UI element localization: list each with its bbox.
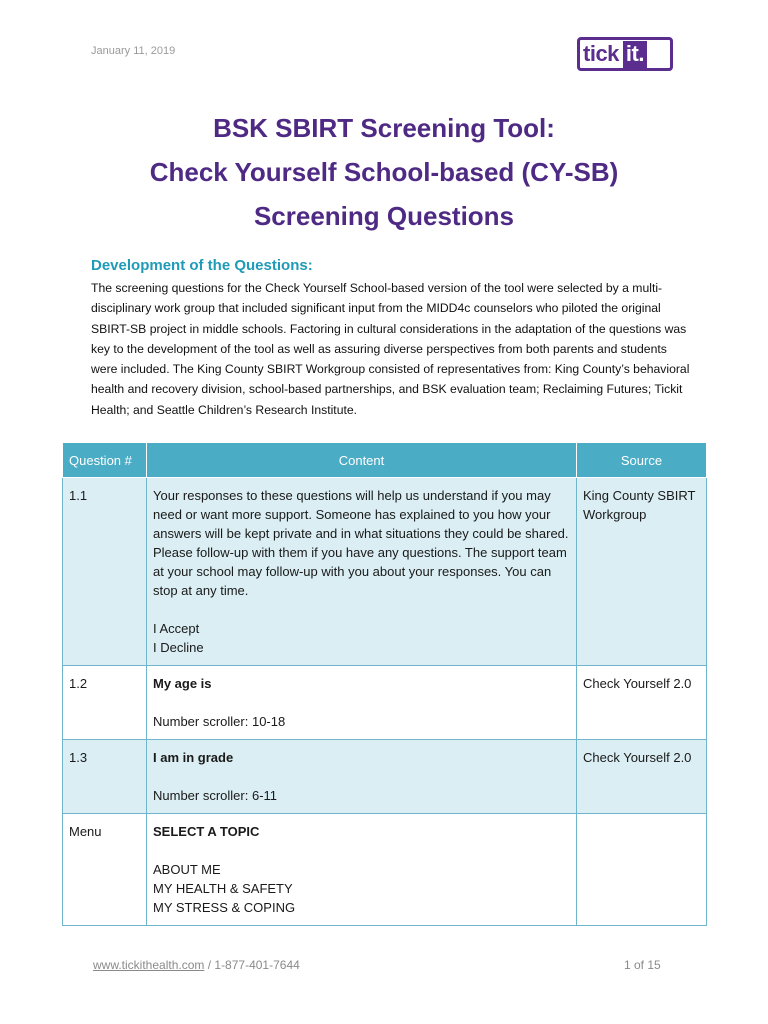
- table-row: [63, 478, 707, 666]
- question-content: [147, 740, 577, 814]
- questions-table: [62, 442, 707, 926]
- question-content: [147, 478, 577, 666]
- logo-word-it: it.: [623, 41, 647, 68]
- question-text: SELECT A TOPIC: [153, 824, 260, 839]
- table-row: [63, 666, 707, 740]
- option-decline: I Decline: [153, 640, 204, 655]
- consent-text: Your responses to these questions will help us understand if you may need or want more support. Someone has explained to you how your answers will be kept private and in what situations they could be shared. Please follow-up with them if you have any questions. The support team at your school may follow-up with you about your responses. You can stop at any time.: [153, 488, 569, 598]
- question-text: My age is: [153, 676, 212, 691]
- question-note: Number scroller: 6-11: [153, 788, 278, 803]
- menu-option: ABOUT ME: [153, 862, 221, 877]
- phone-number: 1-877-401-7644: [214, 958, 300, 972]
- footer-contact: [93, 958, 300, 972]
- question-number: 1.2: [63, 666, 147, 740]
- question-number: Menu: [63, 814, 147, 926]
- footer-separator: /: [204, 958, 215, 972]
- document-date: January 11, 2019: [91, 45, 176, 57]
- option-accept: I Accept: [153, 621, 200, 636]
- column-header-question: Question #: [63, 443, 147, 478]
- menu-option: MY HEALTH & SAFETY: [153, 881, 293, 896]
- menu-option: MY STRESS & COPING: [153, 900, 296, 915]
- question-source: King County SBIRT Workgroup: [577, 478, 707, 666]
- table-row: [63, 814, 707, 926]
- table-header-row: [63, 443, 707, 478]
- question-source: [577, 814, 707, 926]
- tickit-logo: [577, 37, 673, 71]
- section-heading: Development of the Questions:: [91, 257, 313, 274]
- question-text: I am in grade: [153, 750, 234, 765]
- logo-word-tick: tick: [583, 41, 619, 66]
- title-line-1: BSK SBIRT Screening Tool:: [213, 113, 555, 143]
- title-line-2: Check Yourself School-based (CY-SB): [149, 157, 619, 187]
- page-number: 1 of 15: [624, 958, 661, 972]
- question-content: [147, 666, 577, 740]
- column-header-source: Source: [577, 443, 707, 478]
- question-source: Check Yourself 2.0: [577, 740, 707, 814]
- section-paragraph: The screening questions for the Check Yourself School-based version of the tool were selected by a multi-disciplinary work group that included significant input from the MIDD4c counselors who piloted the original SBIRT-SB project in middle schools. Factoring in cultural considerations in the adaptation of the questions was key to the development of the tool as well as assuring diverse perspectives from both parents and students were included. The King County SBIRT Workgroup consisted of representatives from: King County’s behavioral health and recovery division, school-based partnerships, and BSK evaluation team; Reclaiming Futures; Tickit Health; and Seattle Children’s Research Institute.: [91, 281, 690, 417]
- website-link[interactable]: www.tickithealth.com: [93, 958, 205, 972]
- question-content: [147, 814, 577, 926]
- question-note: Number scroller: 10-18: [153, 714, 286, 729]
- table-row: [63, 740, 707, 814]
- question-number: 1.1: [63, 478, 147, 666]
- column-header-content: Content: [147, 443, 577, 478]
- question-number: 1.3: [63, 740, 147, 814]
- page-title: [0, 106, 768, 238]
- question-source: Check Yourself 2.0: [577, 666, 707, 740]
- title-line-3: Screening Questions: [253, 201, 515, 231]
